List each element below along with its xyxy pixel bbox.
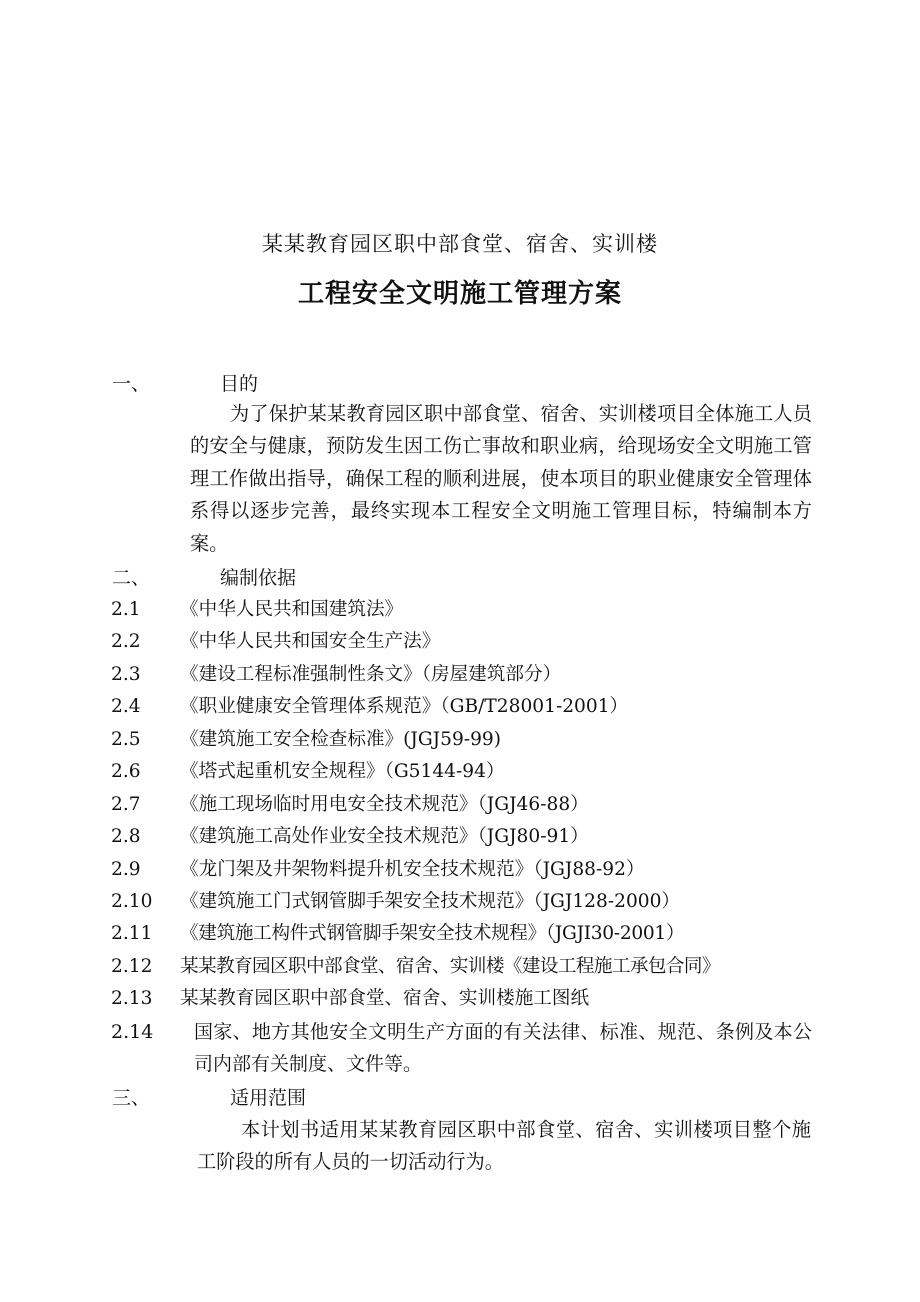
reference-number: 2.12 bbox=[111, 956, 153, 977]
reference-text: 国家、地方其他安全文明生产方面的有关法律、标准、规范、条例及本公司内部有关制度、文件等。 bbox=[194, 1021, 812, 1076]
reference-number: 2.14 bbox=[111, 1021, 154, 1043]
reference-number: 2.11 bbox=[111, 923, 153, 944]
reference-item bbox=[0, 594, 920, 626]
reference-text: 某某教育园区职中部食堂、宿舍、实训楼《建设工程施工承包合同》 bbox=[180, 956, 720, 977]
section-3-number: 三、 bbox=[112, 1087, 151, 1109]
reference-text: 《建设工程标准强制性条文》（房屋建筑部分） bbox=[180, 664, 562, 685]
reference-item bbox=[0, 659, 920, 691]
reference-text: 某某教育园区职中部食堂、宿舍、实训楼施工图纸 bbox=[180, 988, 590, 1009]
reference-text: 《龙门架及井架物料提升机安全技术规范》（JGJ88-92） bbox=[180, 859, 645, 880]
reference-text: 《中华人民共和国建筑法》 bbox=[180, 599, 404, 620]
reference-text: 《塔式起重机安全规程》（G5144-94） bbox=[180, 761, 505, 782]
reference-item bbox=[0, 854, 920, 886]
reference-item bbox=[0, 691, 920, 723]
reference-text: 《建筑施工门式钢管脚手架安全技术规范》（JGJ128-2000） bbox=[180, 891, 681, 912]
reference-text: 《建筑施工高处作业安全技术规范》（JGJ80-91） bbox=[180, 826, 589, 847]
reference-item bbox=[0, 951, 920, 983]
reference-number: 2.1 bbox=[111, 599, 141, 620]
section-2-number: 二、 bbox=[112, 567, 151, 589]
reference-item bbox=[0, 886, 920, 918]
reference-item bbox=[0, 756, 920, 788]
reference-number: 2.4 bbox=[111, 696, 141, 717]
reference-text: 《建筑施工构件式钢管脚手架安全技术规程》（JGJI30-2001） bbox=[180, 923, 685, 944]
document-title: 工程安全文明施工管理方案 bbox=[297, 279, 622, 309]
section-1-heading: 目的 bbox=[220, 373, 259, 395]
reference-text: 《职业健康安全管理体系规范》（GB/T28001-2001） bbox=[180, 696, 629, 717]
reference-number: 2.3 bbox=[111, 664, 141, 685]
reference-text: 《中华人民共和国安全生产法》 bbox=[180, 631, 441, 652]
reference-text: 《建筑施工安全检查标准》(JGJ59-99) bbox=[180, 729, 501, 750]
reference-item bbox=[111, 1016, 821, 1082]
reference-number: 2.13 bbox=[111, 988, 153, 1009]
section-1-number: 一、 bbox=[112, 373, 151, 395]
section-3-body: 本计划书适用某某教育园区职中部食堂、宿舍、实训楼项目整个施工阶段的所有人员的一切活动行为。 bbox=[197, 1118, 811, 1174]
section-3-heading: 适用范围 bbox=[230, 1087, 307, 1109]
reference-item bbox=[0, 724, 920, 756]
section-1-body: 为了保护某某教育园区职中部食堂、宿舍、实训楼项目全体施工人员的安全与健康，预防发生因工伤亡事故和职业病，给现场安全文明施工管理工作做出指导，确保工程的顺利进展，使本项目的职业健康安全管理体系得以逐步完善，最终实现本工程安全文明施工管理目标，特编制本方案。 bbox=[190, 402, 812, 555]
reference-number: 2.7 bbox=[111, 794, 141, 815]
reference-text: 《施工现场临时用电安全技术规范》（JGJ46-88） bbox=[180, 794, 589, 815]
reference-item bbox=[0, 983, 920, 1015]
section-2-heading: 编制依据 bbox=[220, 567, 297, 589]
reference-item bbox=[0, 821, 920, 853]
reference-item bbox=[0, 918, 920, 950]
reference-item bbox=[0, 626, 920, 658]
reference-number: 2.6 bbox=[111, 761, 141, 782]
reference-number: 2.9 bbox=[111, 859, 141, 880]
reference-number: 2.5 bbox=[111, 729, 141, 750]
reference-item bbox=[0, 789, 920, 821]
document-subtitle: 某某教育园区职中部食堂、宿舍、实训楼 bbox=[262, 232, 658, 256]
reference-number: 2.8 bbox=[111, 826, 141, 847]
reference-number: 2.2 bbox=[111, 631, 141, 652]
reference-number: 2.10 bbox=[111, 891, 153, 912]
